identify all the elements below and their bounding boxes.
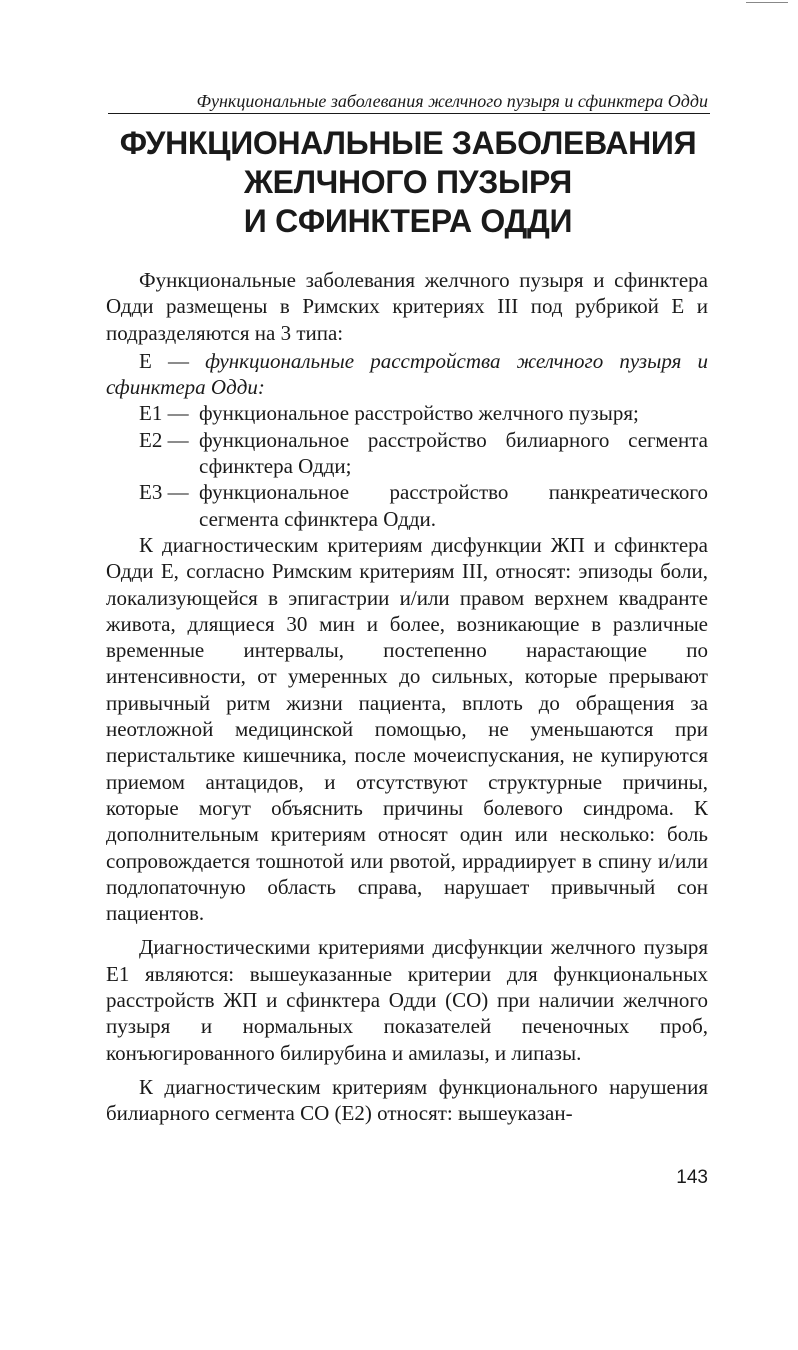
- intro-paragraph: Функциональные заболевания желчного пузыря и сфинктера Одди размещены в Римских критериях III под рубрикой Е и подразделяются на 3 типа:: [106, 268, 708, 345]
- running-head: Функциональные заболевания желчного пузыря и сфинктера Одди: [196, 91, 708, 111]
- chapter-title-line-2: ЖЕЛЧНОГО ПУЗЫРЯ: [243, 164, 573, 200]
- category-e-heading: [106, 348, 708, 401]
- category-e-text: функциональные расстройства желчного пузыря и сфинктера Одди:: [106, 348, 708, 400]
- page-number: 143: [676, 1167, 708, 1188]
- list-item-e2: [106, 427, 708, 480]
- list-item-text: функциональное расстройство желчного пузыря;: [199, 401, 639, 426]
- list-item-code: Е3 —: [139, 480, 189, 505]
- category-e-lead: Е —: [139, 348, 206, 373]
- paragraph-diagnostic-criteria: К диагностическим критериям дисфункции ЖП и сфинктера Одди Е, согласно Римским критериям III, относят: эпизоды боли, локализующейся в эпигастрии и/или правом верхнем квадранте живота, длящиеся 30 мин и более, возникающие в различные временные интервалы, постепенно нарастающие по интенсивности, от умеренных до сильных, которые прерывают привычный ритм жизни пациента, вплоть до обращения за неотложной медицинской помощью, не уменьшаются при перистальтике кишечника, после мочеиспускания, не купируются приемом антацидов, и отсутствуют структурные причины, которые могут объяснить причины болевого синдрома. К дополнительным критериям относят один или несколько: боль сопровождается тошнотой или рвотой, иррадиирует в спину и/или подлопаточную область справа, нарушает привычный сон пациентов.: [106, 532, 708, 926]
- list-item-code: Е1 —: [139, 401, 189, 426]
- chapter-title-line-1: ФУНКЦИОНАЛЬНЫЕ ЗАБОЛЕВАНИЯ: [119, 125, 697, 161]
- body-text: [106, 267, 708, 1127]
- list-item-e1: [106, 400, 708, 426]
- chapter-title-line-3: И СФИНКТЕРА ОДДИ: [243, 203, 573, 239]
- corner-scan-mark: [746, 2, 788, 3]
- chapter-title: [106, 124, 710, 241]
- list-item-code: Е2 —: [139, 427, 189, 452]
- list-item-text: функциональное расстройство билиарного сегмента сфинктера Одди;: [199, 427, 708, 479]
- paragraph-e2-criteria: К диагностическим критериям функционального нарушения билиарного сегмента СО (Е2) относят: вышеуказан-: [106, 1074, 708, 1126]
- running-head-rule: [108, 113, 710, 114]
- list-item-e3: [106, 479, 708, 532]
- list-item-text: функциональное расстройство панкреатического сегмента сфинктера Одди.: [199, 480, 708, 531]
- paragraph-e1-criteria: Диагностическими критериями дисфункции желчного пузыря Е1 являются: вышеуказанные критерии для функциональных расстройств ЖП и сфинктера Одди (СО) при наличии желчного пузыря и нормальных показателей печеночных проб, конъюгированного билирубина и амилазы, и липазы.: [106, 935, 708, 1065]
